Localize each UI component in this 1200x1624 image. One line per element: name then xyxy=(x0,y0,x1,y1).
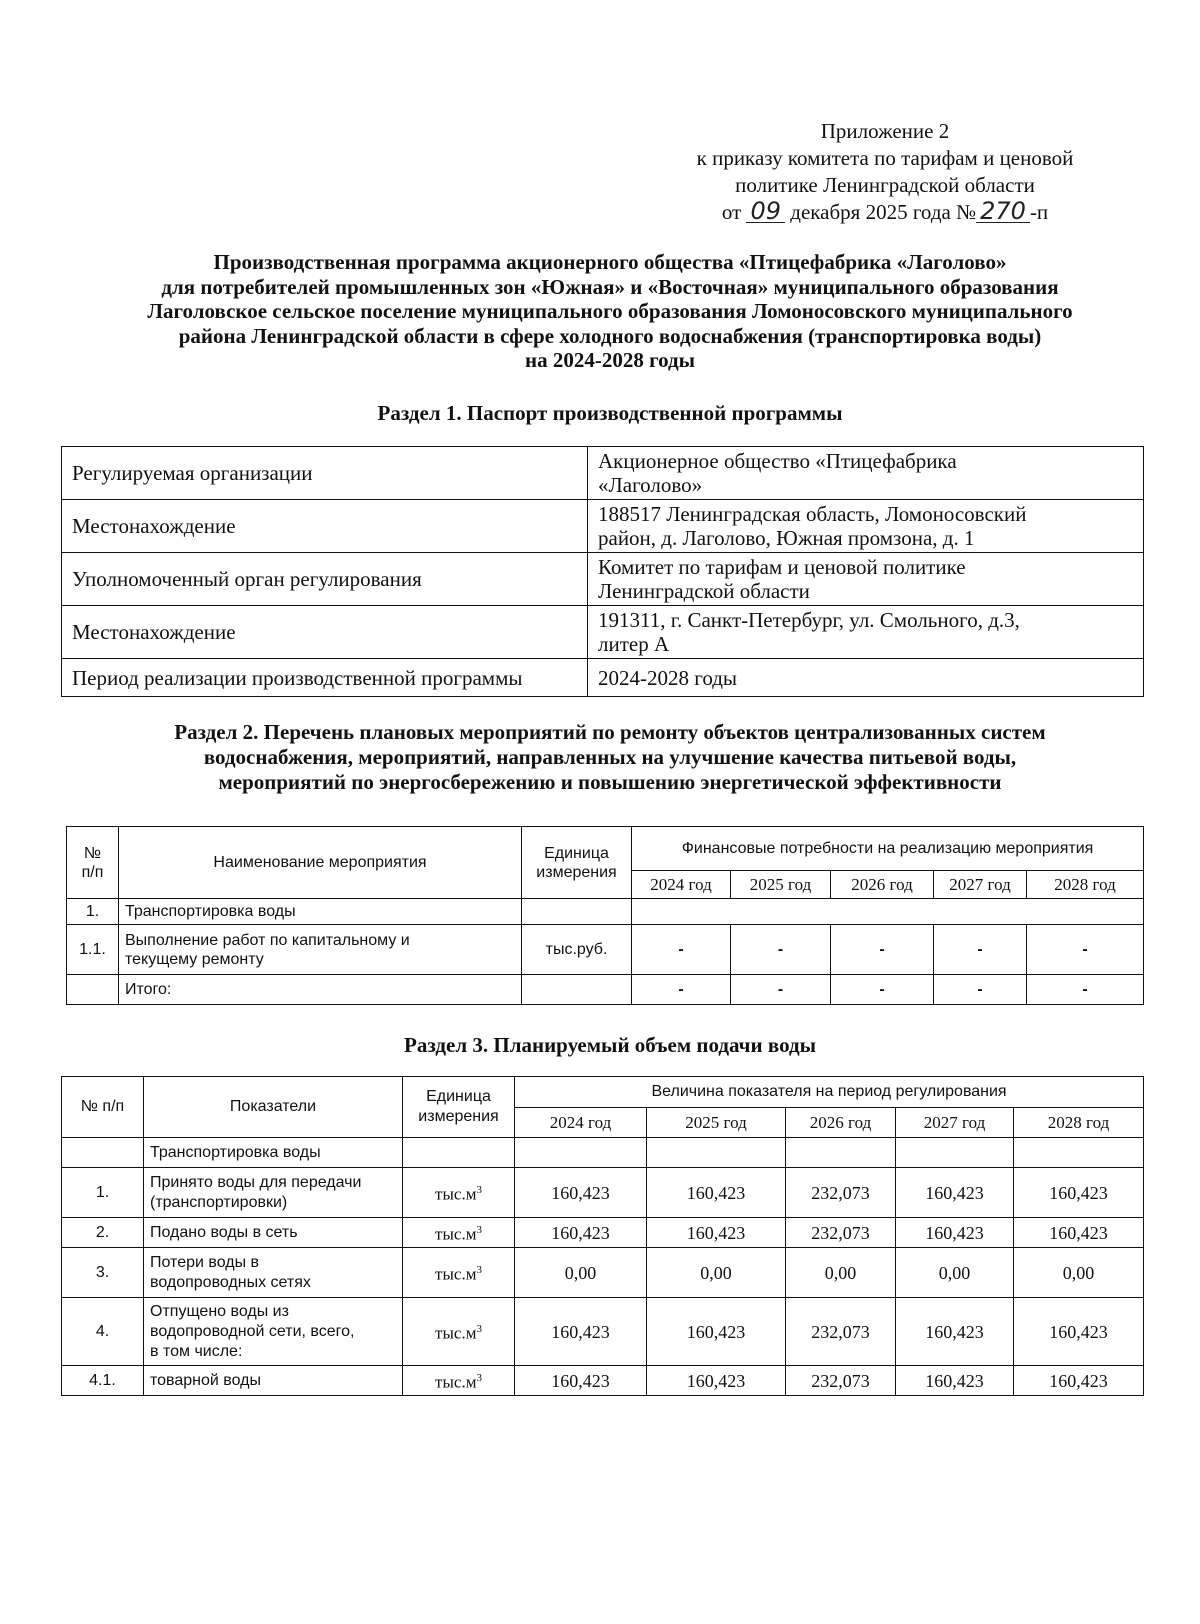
supply-value: 232,073 xyxy=(786,1366,896,1396)
t2-header-name: Наименование мероприятия xyxy=(119,827,522,899)
t2-header-finance: Финансовые потребности на реализацию мероприятия xyxy=(632,827,1144,871)
supply-indicator-line: Принято воды для передачи xyxy=(150,1173,362,1191)
supply-indicator-line: Подано воды в сеть xyxy=(150,1223,298,1241)
section-2-title xyxy=(50,720,1170,795)
supply-value: 0,00 xyxy=(515,1248,647,1298)
supply-num: 4. xyxy=(62,1298,144,1366)
supply-indicator xyxy=(144,1168,403,1218)
supply-value: 160,423 xyxy=(1014,1168,1144,1218)
passport-label: Уполномоченный орган регулирования xyxy=(62,553,588,606)
supply-value: 160,423 xyxy=(647,1366,786,1396)
measure-value: - xyxy=(632,925,731,975)
supply-value: 232,073 xyxy=(786,1218,896,1248)
passport-row xyxy=(62,606,1144,659)
passport-value-line-2: Ленинградской области xyxy=(598,579,810,603)
supply-value: 160,423 xyxy=(515,1168,647,1218)
supply-value: 160,423 xyxy=(647,1218,786,1248)
document-title xyxy=(50,250,1170,373)
supply-row xyxy=(62,1366,1144,1396)
measures-table xyxy=(66,826,1144,1005)
appendix-line-2: к приказу комитета по тарифам и ценовой xyxy=(696,146,1074,170)
supply-row xyxy=(62,1138,1144,1168)
t2-header-num-1: № xyxy=(83,844,102,862)
supply-indicator-line: (транспортировки) xyxy=(150,1193,288,1211)
t3-header-year: 2025 год xyxy=(647,1108,786,1138)
measure-row xyxy=(67,899,1144,925)
supply-value: 160,423 xyxy=(1014,1218,1144,1248)
t2-header-year: 2024 год xyxy=(632,871,731,899)
supply-unit-text: тыс.м xyxy=(435,1264,477,1284)
passport-row xyxy=(62,447,1144,500)
passport-label: Период реализации производственной программы xyxy=(62,659,588,697)
measure-name xyxy=(119,899,522,925)
passport-value xyxy=(588,500,1144,553)
supply-value xyxy=(896,1138,1014,1168)
t3-header-unit-1: Единица xyxy=(426,1088,491,1105)
supply-unit-superscript: 3 xyxy=(476,1264,482,1277)
t3-header-name: Показатели xyxy=(144,1077,403,1138)
measure-name xyxy=(119,925,522,975)
passport-row xyxy=(62,500,1144,553)
passport-value-line-1: Акционерное общество «Птицефабрика xyxy=(598,449,957,473)
t3-header-num: № п/п xyxy=(62,1077,144,1138)
supply-value: 160,423 xyxy=(647,1168,786,1218)
passport-value xyxy=(588,606,1144,659)
passport-row xyxy=(62,659,1144,697)
t3-header-unit-2: измерения xyxy=(418,1108,499,1125)
supply-unit-text: тыс.м xyxy=(435,1224,477,1244)
t2-header-unit-2: измерения xyxy=(536,863,617,881)
supply-value: 0,00 xyxy=(647,1248,786,1298)
supply-row xyxy=(62,1298,1144,1366)
supply-indicator-line: Потери воды в xyxy=(150,1253,260,1271)
supply-indicator xyxy=(144,1298,403,1366)
supply-value: 160,423 xyxy=(515,1298,647,1366)
supply-num: 4.1. xyxy=(62,1366,144,1396)
t2-header-num-2: п/п xyxy=(81,863,104,881)
measure-value: - xyxy=(934,925,1027,975)
supply-unit xyxy=(403,1248,515,1298)
supply-indicator-line: водопроводных сетях xyxy=(150,1273,311,1291)
supply-unit xyxy=(403,1138,515,1168)
date-middle: декабря 2025 года № xyxy=(790,200,977,224)
measure-name-line-1: Выполнение работ по капитальному и xyxy=(125,931,410,949)
supply-value: 160,423 xyxy=(896,1168,1014,1218)
t3-header-year: 2027 год xyxy=(896,1108,1014,1138)
section-2-title-line-3: мероприятий по энергосбережению и повышению энергетической эффективности xyxy=(218,770,1002,794)
passport-value-line-1: 191311, г. Санкт-Петербург, ул. Смольного, д.3, xyxy=(598,608,1020,632)
measure-unit xyxy=(522,975,632,1005)
appendix-line-1: Приложение 2 xyxy=(820,119,950,143)
passport-value-line-2: литер А xyxy=(598,632,670,656)
passport-label: Регулируемая организации xyxy=(62,447,588,500)
section-2-title-line-1: Раздел 2. Перечень плановых мероприятий по ремонту объектов централизованных систем xyxy=(174,720,1046,744)
supply-unit-text: тыс.м xyxy=(435,1323,477,1343)
measure-name-line-1: Транспортировка воды xyxy=(125,903,296,920)
supply-unit-text: тыс.м xyxy=(435,1372,477,1392)
supply-value: 160,423 xyxy=(515,1218,647,1248)
passport-row xyxy=(62,553,1144,606)
measure-unit xyxy=(522,899,632,925)
title-line-3: Лаголовское сельское поселение муниципального образования Ломоносовского муниципального xyxy=(147,299,1073,323)
measure-num: 1.1. xyxy=(67,925,119,975)
supply-unit-superscript: 3 xyxy=(476,1372,482,1385)
measure-row xyxy=(67,975,1144,1005)
t2-header-year: 2026 год xyxy=(831,871,934,899)
supply-unit xyxy=(403,1168,515,1218)
supply-indicator-line: Отпущено воды из xyxy=(150,1302,289,1320)
water-supply-table xyxy=(61,1076,1144,1396)
supply-num: 3. xyxy=(62,1248,144,1298)
supply-indicator xyxy=(144,1366,403,1396)
supply-row xyxy=(62,1218,1144,1248)
supply-value: 0,00 xyxy=(786,1248,896,1298)
passport-value xyxy=(588,659,1144,697)
supply-value: 232,073 xyxy=(786,1168,896,1218)
measure-value: - xyxy=(831,925,934,975)
supply-value: 160,423 xyxy=(896,1218,1014,1248)
t3-header-year: 2024 год xyxy=(515,1108,647,1138)
date-day: 09 xyxy=(746,200,785,223)
measure-value: - xyxy=(1027,975,1144,1005)
measure-num: 1. xyxy=(67,899,119,925)
supply-value: 0,00 xyxy=(1014,1248,1144,1298)
supply-value: 0,00 xyxy=(896,1248,1014,1298)
supply-indicator-line: Транспортировка воды xyxy=(150,1143,321,1161)
passport-value-line-1: 188517 Ленинградская область, Ломоносовский xyxy=(598,502,1027,526)
supply-indicator-line: в том числе: xyxy=(150,1342,243,1360)
passport-value-line-2: «Лаголово» xyxy=(598,473,703,497)
supply-value xyxy=(515,1138,647,1168)
passport-value-line-2: район, д. Лаголово, Южная промзона, д. 1 xyxy=(598,526,975,550)
supply-unit xyxy=(403,1298,515,1366)
supply-indicator-line: товарной воды xyxy=(150,1371,261,1389)
t2-header-unit-1: Единица xyxy=(544,844,609,862)
supply-unit xyxy=(403,1218,515,1248)
measure-value: - xyxy=(831,975,934,1005)
measure-value: - xyxy=(1027,925,1144,975)
appendix-header xyxy=(640,118,1130,226)
supply-unit-superscript: 3 xyxy=(476,1224,482,1237)
title-line-5: на 2024-2028 годы xyxy=(524,348,696,372)
supply-value xyxy=(786,1138,896,1168)
supply-unit-superscript: 3 xyxy=(476,1323,482,1336)
measure-value: - xyxy=(632,975,731,1005)
title-line-1: Производственная программа акционерного общества «Птицефабрика «Лаголово» xyxy=(213,250,1007,274)
supply-value: 160,423 xyxy=(515,1366,647,1396)
measure-name xyxy=(119,975,522,1005)
order-number: 270 xyxy=(976,200,1030,223)
supply-value: 160,423 xyxy=(896,1298,1014,1366)
section-1-title: Раздел 1. Паспорт производственной программы xyxy=(377,401,843,425)
supply-value: 160,423 xyxy=(896,1366,1014,1396)
t3-header-year: 2028 год xyxy=(1014,1108,1144,1138)
section-2-title-line-2: водоснабжения, мероприятий, направленных на улучшение качества питьевой воды, xyxy=(203,745,1017,769)
supply-num: 2. xyxy=(62,1218,144,1248)
supply-unit-superscript: 3 xyxy=(476,1184,482,1197)
t2-header-year: 2028 год xyxy=(1027,871,1144,899)
passport-value-line-1: 2024-2028 годы xyxy=(598,665,738,690)
supply-num xyxy=(62,1138,144,1168)
measure-value: - xyxy=(934,975,1027,1005)
passport-label: Местонахождение xyxy=(62,606,588,659)
supply-value xyxy=(1014,1138,1144,1168)
supply-indicator xyxy=(144,1218,403,1248)
t2-header-year: 2025 год xyxy=(731,871,831,899)
supply-value: 232,073 xyxy=(786,1298,896,1366)
measure-row xyxy=(67,925,1144,975)
supply-indicator xyxy=(144,1138,403,1168)
measure-value: - xyxy=(731,975,831,1005)
measure-values-empty xyxy=(632,899,1144,925)
appendix-line-3: политике Ленинградской области xyxy=(735,173,1035,197)
passport-label: Местонахождение xyxy=(62,500,588,553)
appendix-date-line xyxy=(640,199,1130,226)
t2-header-unit xyxy=(522,827,632,899)
supply-indicator xyxy=(144,1248,403,1298)
section-3-title: Раздел 3. Планируемый объем подачи воды xyxy=(404,1033,816,1057)
date-prefix: от xyxy=(721,200,742,224)
order-suffix: -п xyxy=(1029,200,1049,224)
supply-num: 1. xyxy=(62,1168,144,1218)
passport-value xyxy=(588,447,1144,500)
supply-unit xyxy=(403,1366,515,1396)
passport-value xyxy=(588,553,1144,606)
t2-header-year: 2027 год xyxy=(934,871,1027,899)
measure-name-line-1: Итого: xyxy=(125,981,172,998)
t3-header-value: Величина показателя на период регулирования xyxy=(515,1077,1144,1108)
title-line-4: района Ленинградской области в сфере холодного водоснабжения (транспортировка воды) xyxy=(178,323,1042,348)
supply-value: 160,423 xyxy=(1014,1366,1144,1396)
supply-row xyxy=(62,1248,1144,1298)
title-line-2: для потребителей промышленных зон «Южная» и «Восточная» муниципального образования xyxy=(161,274,1059,299)
supply-value: 160,423 xyxy=(647,1298,786,1366)
measure-name-line-2: текущему ремонту xyxy=(125,950,264,968)
supply-indicator-line: водопроводной сети, всего, xyxy=(150,1322,355,1340)
t2-header-num xyxy=(67,827,119,899)
passport-value-line-1: Комитет по тарифам и ценовой политике xyxy=(598,555,966,579)
passport-table xyxy=(61,446,1144,697)
supply-value xyxy=(647,1138,786,1168)
supply-row xyxy=(62,1168,1144,1218)
t3-header-year: 2026 год xyxy=(786,1108,896,1138)
supply-unit-text: тыс.м xyxy=(435,1184,477,1204)
measure-unit: тыс.руб. xyxy=(522,925,632,975)
measure-num xyxy=(67,975,119,1005)
supply-value: 160,423 xyxy=(1014,1298,1144,1366)
t3-header-unit xyxy=(403,1077,515,1138)
measure-value: - xyxy=(731,925,831,975)
